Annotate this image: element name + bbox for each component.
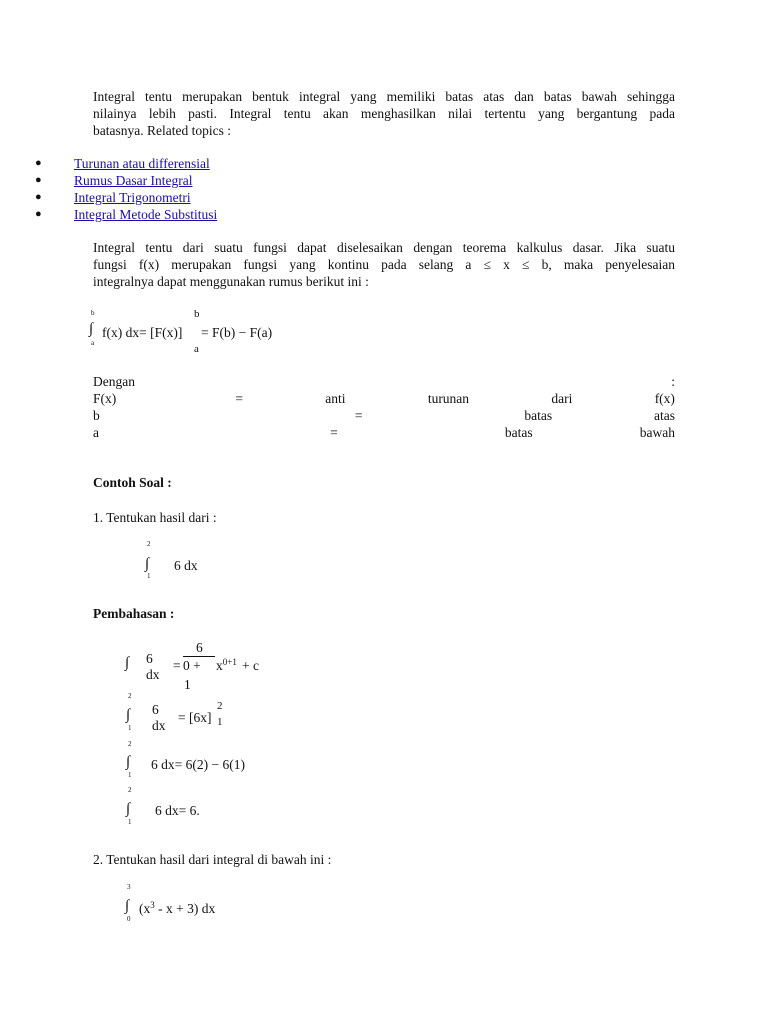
dengan-colon: : <box>671 374 675 389</box>
integral-sign: ∫ <box>89 321 94 337</box>
link-turunan[interactable]: Turunan atau differensial <box>74 156 210 171</box>
formula-lower-small: a <box>91 339 95 347</box>
definition-row-b: b = batas atas <box>93 408 675 423</box>
integral-sign: ∫ <box>125 655 130 671</box>
integral-sign: ∫ <box>126 707 131 723</box>
soal-2-text: 2. Tentukan hasil dari integral di bawah ini : <box>93 852 332 867</box>
integral-sign: ∫ <box>145 556 150 572</box>
formula-lower-limit: a <box>194 343 199 355</box>
pembahasan-heading: Pembahasan : <box>93 606 175 621</box>
intro-line-3: batasnya. Related topics : <box>93 123 231 138</box>
link-integral-trigonometri[interactable]: Integral Trigonometri <box>74 190 191 205</box>
integral-sign: ∫ <box>126 754 131 770</box>
contoh-soal-heading: Contoh Soal : <box>93 475 172 490</box>
bullet-icon: ● <box>35 174 42 186</box>
kalkulus-line-2: fungsi f(x) merupakan fungsi yang kontinu pada selang a ≤ x ≤ b, maka penyelesaian <box>93 257 675 272</box>
soal-1-text: 1. Tentukan hasil dari : <box>93 510 217 525</box>
formula-upper-limit: b <box>194 308 200 320</box>
integral-sign: ∫ <box>126 801 131 817</box>
kalkulus-line-3: integralnya dapat menggunakan rumus berikut ini : <box>93 274 369 289</box>
intro-line-1: Integral tentu merupakan bentuk integral yang memiliki batas atas dan batas bawah sehingga <box>93 89 675 104</box>
intro-paragraph <box>93 88 675 139</box>
dengan-header-row <box>93 373 675 390</box>
link-integral-substitusi[interactable]: Integral Metode Substitusi <box>74 207 218 222</box>
intro-line-2: nilainya lebih pasti. Integral tentu akan menghasilkan nilai tertentu yang bergantung pada <box>93 106 675 121</box>
bullet-icon: ● <box>35 208 42 220</box>
definition-row-fx: F(x) = anti turunan dari f(x) <box>93 391 675 406</box>
bullet-icon: ● <box>35 191 42 203</box>
kalkulus-line-1: Integral tentu dari suatu fungsi dapat diselesaikan dengan teorema kalkulus dasar. Jika suatu <box>93 240 675 255</box>
link-rumus-dasar-integral[interactable]: Rumus Dasar Integral <box>74 173 193 188</box>
dengan-label: Dengan <box>93 374 135 389</box>
bullet-icon: ● <box>35 157 42 169</box>
formula-result: = F(b) − F(a) <box>201 325 273 340</box>
definition-row-a: a = batas bawah <box>93 425 675 440</box>
kalkulus-paragraph <box>93 239 675 290</box>
integral-sign: ∫ <box>125 898 130 914</box>
formula-upper-small: b <box>91 309 95 317</box>
formula-body: f(x) dx= [F(x)] <box>102 325 183 340</box>
